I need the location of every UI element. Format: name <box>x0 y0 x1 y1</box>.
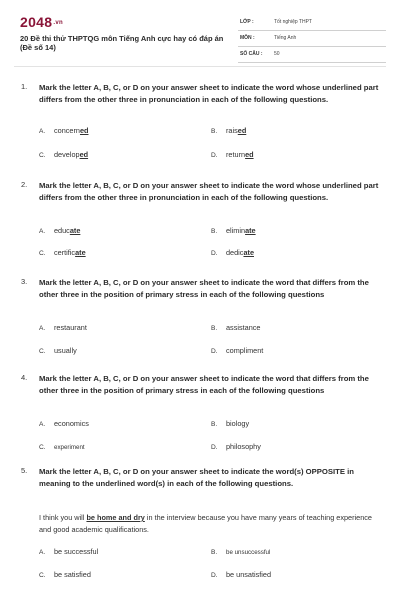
underlined-part: ate <box>75 248 86 257</box>
option-letter: C. <box>39 348 46 355</box>
option-text: biology <box>226 419 250 428</box>
option-letter: B. <box>211 549 218 556</box>
meta-row-subject <box>238 32 386 47</box>
option-a[interactable] <box>39 226 80 235</box>
option-c[interactable] <box>39 570 91 579</box>
meta-value: 50 <box>274 51 280 57</box>
underlined-part: ate <box>69 226 81 235</box>
meta-value: Tiếng Anh <box>274 35 297 41</box>
option-text: compliment <box>226 346 264 355</box>
option-letter: D. <box>211 444 218 451</box>
question-number: 5. <box>21 466 28 475</box>
question-passage <box>39 512 384 535</box>
option-text: be successful <box>54 547 99 556</box>
meta-value: Tốt nghiệp THPT <box>274 19 312 25</box>
option-text: usually <box>54 346 77 355</box>
option-b[interactable] <box>211 126 246 135</box>
option-letter: D. <box>211 152 218 159</box>
option-c[interactable] <box>39 150 88 159</box>
option-letter: D. <box>211 348 218 355</box>
option-letter: B. <box>211 325 218 332</box>
meta-row-class <box>238 16 386 31</box>
option-letter: B. <box>211 228 218 235</box>
option-text: be satisfied <box>54 570 91 579</box>
underlined-part: ed <box>79 126 89 135</box>
meta-label: LỚP : <box>240 19 254 25</box>
option-b[interactable] <box>211 226 256 235</box>
option-text: concern <box>54 126 80 135</box>
option-a[interactable] <box>39 126 88 135</box>
option-text: economics <box>54 419 89 428</box>
option-letter: A. <box>39 325 46 332</box>
option-d[interactable] <box>211 150 254 159</box>
option-letter: B. <box>211 128 218 135</box>
question-prompt: Mark the letter A, B, C, or D on your answer sheet to indicate the word that differs from the other three in the position of primary stress in each of the following questions <box>39 374 369 395</box>
option-letter: A. <box>39 128 46 135</box>
site-logo[interactable] <box>20 14 63 30</box>
document-header <box>14 14 386 62</box>
meta-info <box>238 16 386 64</box>
option-text: educ <box>54 226 70 235</box>
passage-text: I think you will <box>39 513 87 522</box>
question-number: 3. <box>21 277 28 286</box>
option-text: elimin <box>226 226 246 235</box>
option-text: dedic <box>226 248 244 257</box>
logo-suffix: .vn <box>53 20 63 27</box>
logo-text: 2048 <box>20 14 53 30</box>
option-letter: C. <box>39 572 46 579</box>
option-a[interactable] <box>39 547 98 556</box>
option-d[interactable] <box>211 248 254 257</box>
option-text: assistance <box>226 323 261 332</box>
header-divider <box>14 66 386 67</box>
underlined-part: ed <box>245 150 254 159</box>
option-text: return <box>226 150 246 159</box>
option-text: restaurant <box>54 323 87 332</box>
option-a[interactable] <box>39 323 87 332</box>
meta-label: MÔN : <box>240 35 255 41</box>
underlined-phrase: be home and dry <box>86 513 145 522</box>
option-letter: A. <box>39 421 46 428</box>
underlined-part: ed <box>79 150 89 159</box>
option-letter: C. <box>39 152 46 159</box>
option-letter: D. <box>211 572 218 579</box>
option-text: develop <box>54 150 80 159</box>
option-letter: B. <box>211 421 218 428</box>
option-letter: A. <box>39 228 46 235</box>
option-b[interactable] <box>211 547 270 556</box>
meta-row-count <box>238 48 386 63</box>
option-text: be unsatisfied <box>226 570 272 579</box>
option-d[interactable] <box>211 570 271 579</box>
option-c[interactable] <box>39 442 85 451</box>
option-c[interactable] <box>39 248 86 257</box>
option-text: philosophy <box>226 442 261 451</box>
question-number: 4. <box>21 373 28 382</box>
question-prompt: Mark the letter A, B, C, or D on your answer sheet to indicate the word(s) OPPOSITE in meaning to the underlined word(s) in each of the following questions. <box>39 467 354 488</box>
option-text: certific <box>54 248 76 257</box>
underlined-part: ate <box>245 226 256 235</box>
document-title: 20 Đề thi thử THPTQG môn Tiếng Anh cực hay có đáp án (Đề số 14) <box>20 34 224 52</box>
option-d[interactable] <box>211 346 263 355</box>
option-text: rais <box>226 126 238 135</box>
passage-text: in the interview because you have many years of teaching experience and good academic qualifications. <box>39 513 372 534</box>
option-text: experiment <box>54 444 85 451</box>
question-number: 2. <box>21 180 28 189</box>
option-b[interactable] <box>211 323 260 332</box>
option-letter: D. <box>211 250 218 257</box>
option-a[interactable] <box>39 419 89 428</box>
question-prompt: Mark the letter A, B, C, or D on your answer sheet to indicate the word whose underlined part differs from the other three in pronunciation in each of the following questions. <box>39 181 379 202</box>
option-text: be unsuccessful <box>226 549 271 556</box>
question-prompt: Mark the letter A, B, C, or D on your answer sheet to indicate the word whose underlined part differs from the other three in pronunciation in each of the following questions. <box>39 83 379 104</box>
meta-label: SỐ CÂU : <box>240 51 263 57</box>
question-number: 1. <box>21 82 28 91</box>
option-letter: A. <box>39 549 46 556</box>
underlined-part: ate <box>243 248 254 257</box>
option-b[interactable] <box>211 419 249 428</box>
question-prompt: Mark the letter A, B, C, or D on your answer sheet to indicate the word that differs from the other three in the position of primary stress in each of the following questions <box>39 278 369 299</box>
option-letter: C. <box>39 444 46 451</box>
option-c[interactable] <box>39 346 77 355</box>
option-d[interactable] <box>211 442 261 451</box>
option-letter: C. <box>39 250 46 257</box>
underlined-part: ed <box>237 126 247 135</box>
